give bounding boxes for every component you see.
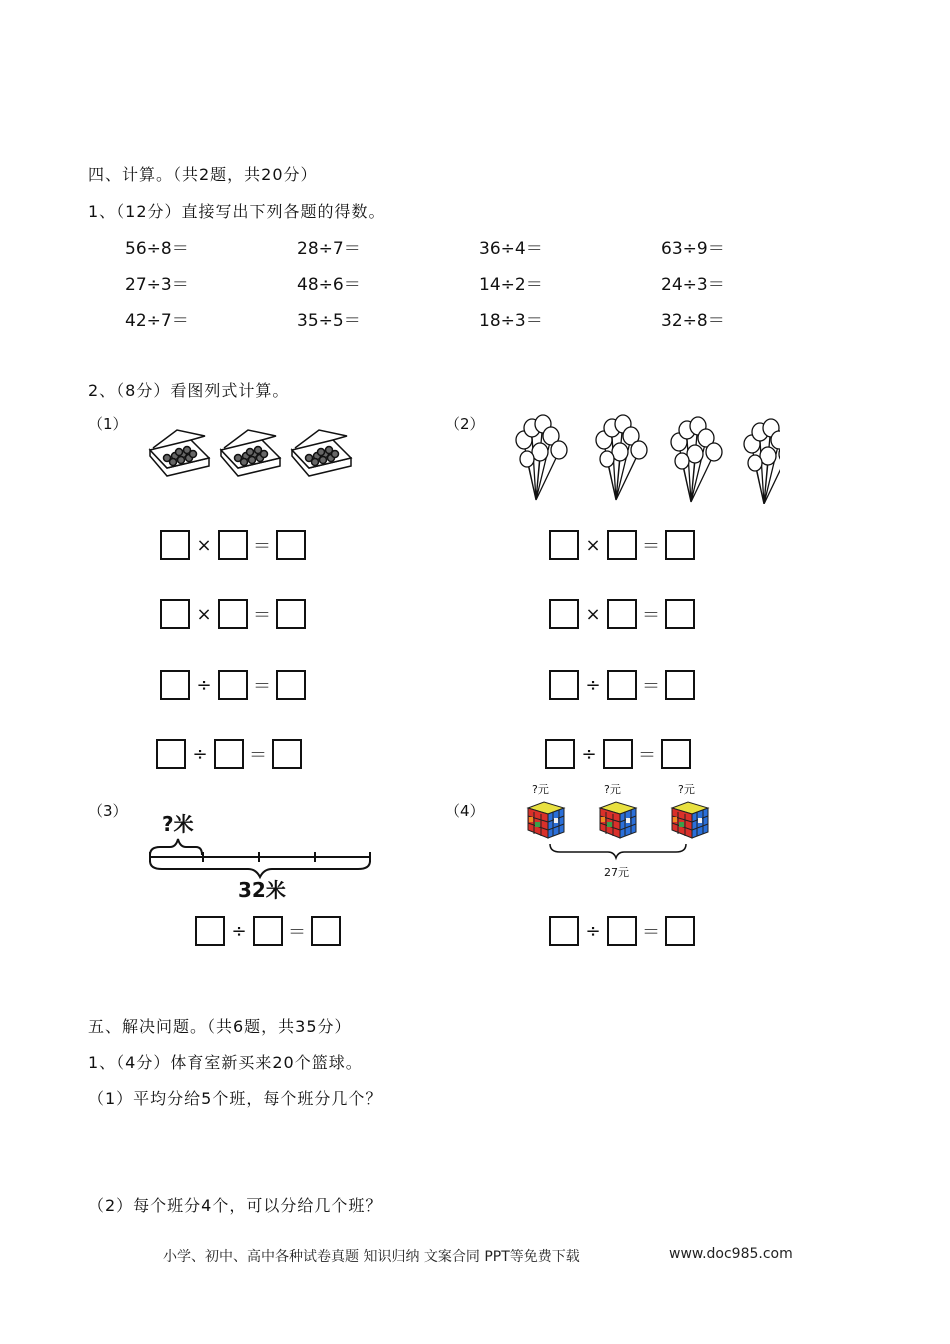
equation-row-2a <box>549 530 695 560</box>
top-brace <box>150 839 202 855</box>
answer-box[interactable] <box>665 599 695 629</box>
answer-box[interactable] <box>160 599 190 629</box>
answer-box[interactable] <box>665 916 695 946</box>
rubiks-cube-icon <box>672 802 708 838</box>
equals-sign: ＝ <box>288 922 306 943</box>
equals-sign: ＝ <box>253 676 271 697</box>
sub-label-1: （1） <box>88 415 128 433</box>
answer-box[interactable] <box>607 530 637 560</box>
answer-box[interactable] <box>272 739 302 769</box>
divide-sign: ÷ <box>585 920 601 942</box>
answer-box[interactable] <box>607 916 637 946</box>
section-4-title: 四、计算。（共2题，共20分） <box>88 165 318 184</box>
equals-sign: ＝ <box>642 676 660 697</box>
answer-box[interactable] <box>276 530 306 560</box>
total-price-label: 27元 <box>604 866 629 879</box>
times-sign: × <box>585 534 601 556</box>
times-sign: × <box>585 603 601 625</box>
calc-item-11: 18÷3＝ <box>479 311 543 331</box>
equals-sign: ＝ <box>642 605 660 626</box>
calc-item-7: 14÷2＝ <box>479 275 543 295</box>
balloon-bunch-icon <box>744 419 780 504</box>
answer-box[interactable] <box>311 916 341 946</box>
answer-box[interactable] <box>276 599 306 629</box>
balloon-bunch-icon <box>671 417 722 502</box>
price-label: ?元 <box>604 783 621 796</box>
answer-box[interactable] <box>661 739 691 769</box>
divide-sign: ÷ <box>192 743 208 765</box>
calc-item-3: 36÷4＝ <box>479 239 543 259</box>
calc-item-6: 48÷6＝ <box>297 275 361 295</box>
divide-sign: ÷ <box>585 674 601 696</box>
divide-sign: ÷ <box>581 743 597 765</box>
part-length-label: ?米 <box>162 812 194 836</box>
chocolate-box-icon <box>221 430 280 476</box>
balloon-bunch-icon <box>596 415 647 500</box>
balloon-bunch-icon <box>516 415 567 500</box>
chocolate-boxes-illustration <box>147 424 362 484</box>
total-brace <box>550 844 686 858</box>
calc-item-12: 32÷8＝ <box>661 311 725 331</box>
section-4-q1-text: 1、（12分）直接写出下列各题的得数。 <box>88 202 386 221</box>
answer-box[interactable] <box>549 670 579 700</box>
calc-item-1: 56÷8＝ <box>125 239 189 259</box>
answer-box[interactable] <box>195 916 225 946</box>
calc-item-8: 24÷3＝ <box>661 275 725 295</box>
answer-box[interactable] <box>607 599 637 629</box>
rubiks-cube-icon <box>600 802 636 838</box>
answer-box[interactable] <box>160 670 190 700</box>
equation-row-3 <box>195 916 341 946</box>
answer-box[interactable] <box>545 739 575 769</box>
total-length-label: 32米 <box>238 878 286 902</box>
price-label: ?元 <box>532 783 549 796</box>
equals-sign: ＝ <box>638 745 656 766</box>
calc-item-9: 42÷7＝ <box>125 311 189 331</box>
times-sign: × <box>196 603 212 625</box>
chocolate-box-icon <box>292 430 351 476</box>
answer-box[interactable] <box>160 530 190 560</box>
section-4-q2-text: 2、（8分）看图列式计算。 <box>88 381 290 400</box>
times-sign: × <box>196 534 212 556</box>
sub-label-4: （4） <box>445 802 485 820</box>
answer-box[interactable] <box>218 530 248 560</box>
section-5-q1-part2: （2）每个班分4个，可以分给几个班？ <box>88 1196 383 1215</box>
equation-row-4 <box>549 916 695 946</box>
answer-box[interactable] <box>214 739 244 769</box>
rubiks-cubes-diagram <box>520 780 720 880</box>
answer-box[interactable] <box>549 916 579 946</box>
calc-item-4: 63÷9＝ <box>661 239 725 259</box>
segment-diagram <box>140 805 380 910</box>
calc-item-10: 35÷5＝ <box>297 311 361 331</box>
answer-box[interactable] <box>665 670 695 700</box>
equation-row-1c <box>160 670 306 700</box>
section-5-title: 五、解决问题。（共6题，共35分） <box>88 1017 352 1036</box>
bottom-brace <box>150 861 370 877</box>
divide-sign: ÷ <box>231 920 247 942</box>
equation-row-1a <box>160 530 306 560</box>
calc-item-5: 27÷3＝ <box>125 275 189 295</box>
answer-box[interactable] <box>253 916 283 946</box>
section-5-q1-text: 1、（4分）体育室新买来20个篮球。 <box>88 1053 363 1072</box>
calc-item-2: 28÷7＝ <box>297 239 361 259</box>
equation-row-2c <box>549 670 695 700</box>
sub-label-2: （2） <box>445 415 485 433</box>
equals-sign: ＝ <box>642 922 660 943</box>
equals-sign: ＝ <box>253 536 271 557</box>
answer-box[interactable] <box>607 670 637 700</box>
answer-box[interactable] <box>156 739 186 769</box>
answer-box[interactable] <box>549 599 579 629</box>
equals-sign: ＝ <box>642 536 660 557</box>
answer-box[interactable] <box>276 670 306 700</box>
answer-box[interactable] <box>218 599 248 629</box>
footer-text: 小学、初中、高中各种试卷真题 知识归纳 文案合同 PPT等免费下载 <box>163 1249 580 1265</box>
answer-box[interactable] <box>603 739 633 769</box>
chocolate-box-icon <box>150 430 209 476</box>
equation-row-2d <box>545 739 691 769</box>
equals-sign: ＝ <box>249 745 267 766</box>
price-label: ?元 <box>678 783 695 796</box>
equation-row-2b <box>549 599 695 629</box>
answer-box[interactable] <box>665 530 695 560</box>
answer-box[interactable] <box>549 530 579 560</box>
balloon-bunches-illustration <box>510 414 780 504</box>
equals-sign: ＝ <box>253 605 271 626</box>
equation-row-1b <box>160 599 306 629</box>
divide-sign: ÷ <box>196 674 212 696</box>
rubiks-cube-icon <box>528 802 564 838</box>
footer-link[interactable]: www.doc985.com <box>669 1246 793 1262</box>
sub-label-3: （3） <box>88 802 128 820</box>
section-5-q1-part1: （1）平均分给5个班，每个班分几个？ <box>88 1089 383 1108</box>
answer-box[interactable] <box>218 670 248 700</box>
equation-row-1d <box>156 739 302 769</box>
